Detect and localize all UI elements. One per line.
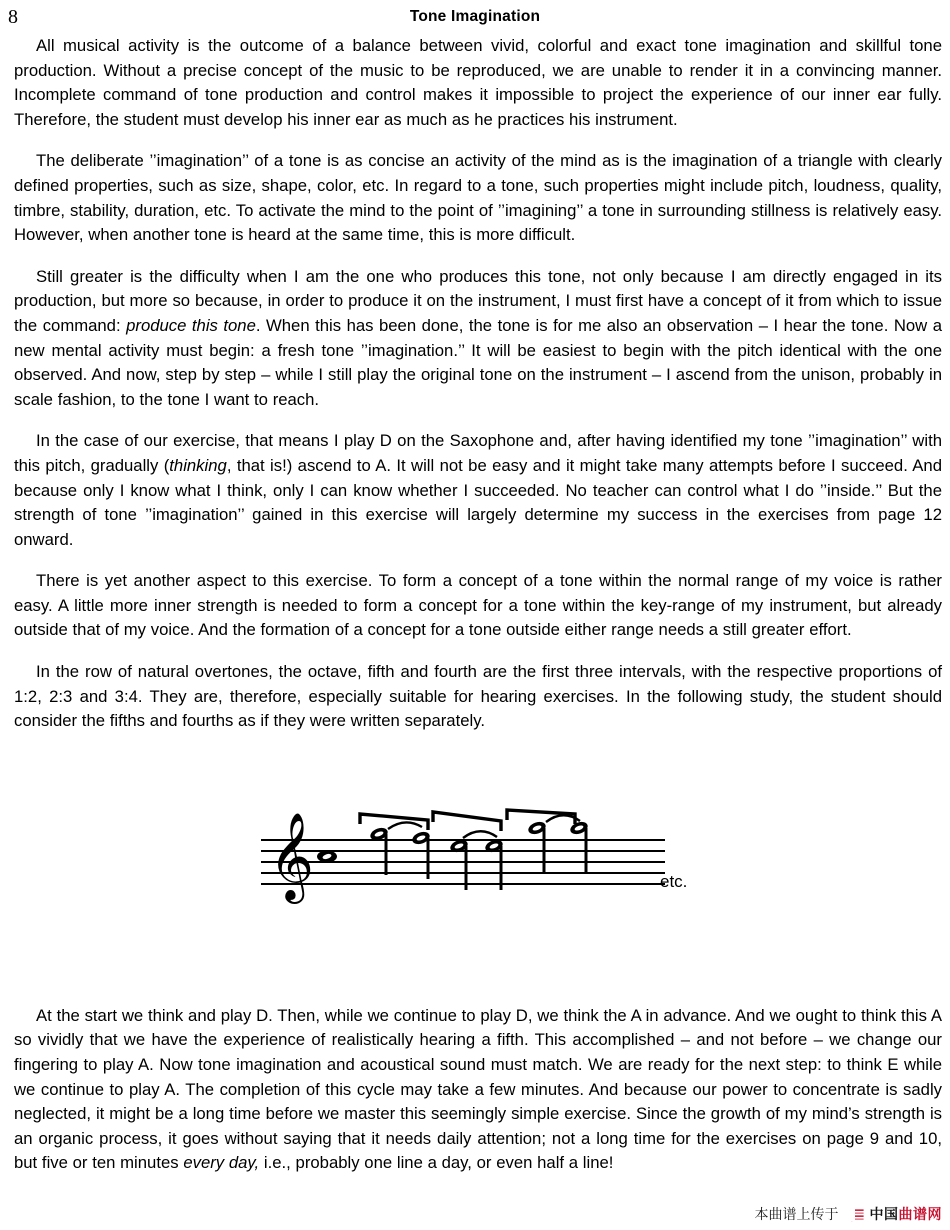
body-column-lower	[14, 1004, 942, 1176]
paragraph-4-text-a: In the case of our exercise, that means I play D on the Saxophone and, after having identified my tone ’’imagination’’ with this pitch, gradually (	[14, 431, 942, 475]
tie-2	[463, 831, 497, 838]
music-staff-notation	[255, 796, 695, 926]
paragraph-1-text: All musical activity is the outcome of a balance between vivid, colorful and exact tone imagination and skillful tone production. Without a precise concept of the music to be reproduced, we are unable to render it in a convincing manner. Incomplete command of tone production and control makes it impossible to project the experience of our inner ear fully. Therefore, the student must develop his inner ear as much as he practices his instrument.	[14, 36, 942, 129]
half-note-3	[449, 838, 470, 890]
bracket-2	[433, 812, 501, 831]
paragraph-7-text-b: i.e., probably one line a day, or even half a line!	[259, 1153, 614, 1173]
tie-1	[388, 822, 422, 829]
qupu-logo-icon	[844, 1207, 865, 1223]
half-note-5	[527, 820, 548, 872]
paragraph-5	[14, 569, 942, 643]
running-title: Tone Imagination	[409, 8, 541, 25]
etc-label: etc.	[660, 871, 688, 891]
half-note-4	[484, 838, 505, 890]
paragraph-2-text: The deliberate ’’imagination’’ of a tone is as concise an activity of the mind as is the imagination of a triangle with clearly defined properties, such as size, shape, color, etc. In regard to a tone, such properties might include pitch, loudness, quality, timbre, stability, duration, etc. To activate the mind to the point of ’’imagining’’ a tone in surrounding stillness is relatively easy. However, when another tone is heard at the same time, this is more difficult.	[14, 151, 942, 245]
bracket-3	[507, 810, 575, 824]
paragraph-7-emphasis: every day,	[183, 1153, 260, 1173]
paragraph-5-text: There is yet another aspect to this exercise. To form a concept of a tone within the normal range of my voice is rather easy. A little more inner strength is needed to form a concept for a tone within the key-range of my instrument, but already outside that of my voice. And the formation of a concept for a tone outside either range needs a still greater effort.	[14, 571, 942, 640]
paragraph-7	[14, 1004, 942, 1176]
paragraph-7-text-a: At the start we think and play D. Then, while we continue to play D, we think the A in advance. And we ought to think this A so vividly that we have the experience of realistically hearing a fifth. This accomplished – and not before – we change our fingering to play A. Now tone imagination and acoustical sound must match. We are ready for the next step: to think E while we continue to play A. The completion of this cycle may take a few minutes. And because our power to concentrate is sadly neglected, it might be a long time before we master this seemingly simple exercise. Since the growth of my mind’s strength is an organic process, it goes without saying that it needs daily attention; not a long time for the exercises on page 9 and 10, but five or ten minutes	[14, 1005, 942, 1173]
music-example	[0, 796, 950, 946]
watermark-prefix: 本曲谱上传于	[754, 1207, 839, 1223]
treble-clef-icon: 𝄞	[269, 810, 314, 900]
watermark-site-cn: 中国	[869, 1207, 899, 1223]
paragraph-2	[14, 149, 942, 247]
paragraph-4-emphasis: thinking	[169, 455, 227, 475]
paragraph-6-text: In the row of natural overtones, the octave, fifth and fourth are the first three intervals, with the respective proportions of 1:2, 2:3 and 3:4. They are, therefore, especially suitable for hearing exercises. In the following study, the student should consider the fifths and fourths as if they were written separately.	[14, 662, 942, 731]
half-note-6	[569, 820, 590, 872]
half-note-2	[411, 830, 432, 879]
paragraph-3-text-b: . When this has been done, the tone is for me also an observation – I hear the tone. Now a new mental activity must begin: a fresh tone ’’imagination.’’ It will be easiest to begin with the pitch identical with the one observed. And now, step by step – while I still play the original tone on the instrument – I ascend from the unison, probably in scale fashion, to the tone I want to reach.	[14, 315, 942, 409]
page-header	[0, 4, 950, 34]
paragraph-4	[14, 429, 942, 552]
paragraph-1	[14, 34, 942, 132]
watermark-site-name	[870, 1206, 943, 1224]
paragraph-6	[14, 660, 942, 734]
page-number: 8	[8, 6, 18, 28]
document-page	[0, 4, 950, 1230]
paragraph-3	[14, 265, 942, 413]
whole-note	[317, 850, 337, 862]
paragraph-3-emphasis: produce this tone	[126, 315, 256, 335]
site-watermark	[755, 1206, 943, 1224]
paragraph-3-text-a: Still greater is the difficulty when I am the one who produces this tone, not only because I am directly engaged in its production, but more so because, in order to produce it on the instrument, I must first have a concept of it from which to issue the command:	[14, 266, 942, 335]
watermark-site-red: 曲谱网	[898, 1207, 942, 1223]
paragraph-4-text-b: , that is!) ascend to A. It will not be easy and it might take many attempts before I succeed. And because only I know what I think, only I can know whether I succeeded. No teacher can control what I do ’’inside.’’ But the strength of tone ’’imagination’’ gained in this exercise will largely determine my success in the exercises from page 12 onward.	[14, 455, 942, 549]
body-column	[14, 34, 942, 734]
bracket-1	[360, 814, 428, 830]
